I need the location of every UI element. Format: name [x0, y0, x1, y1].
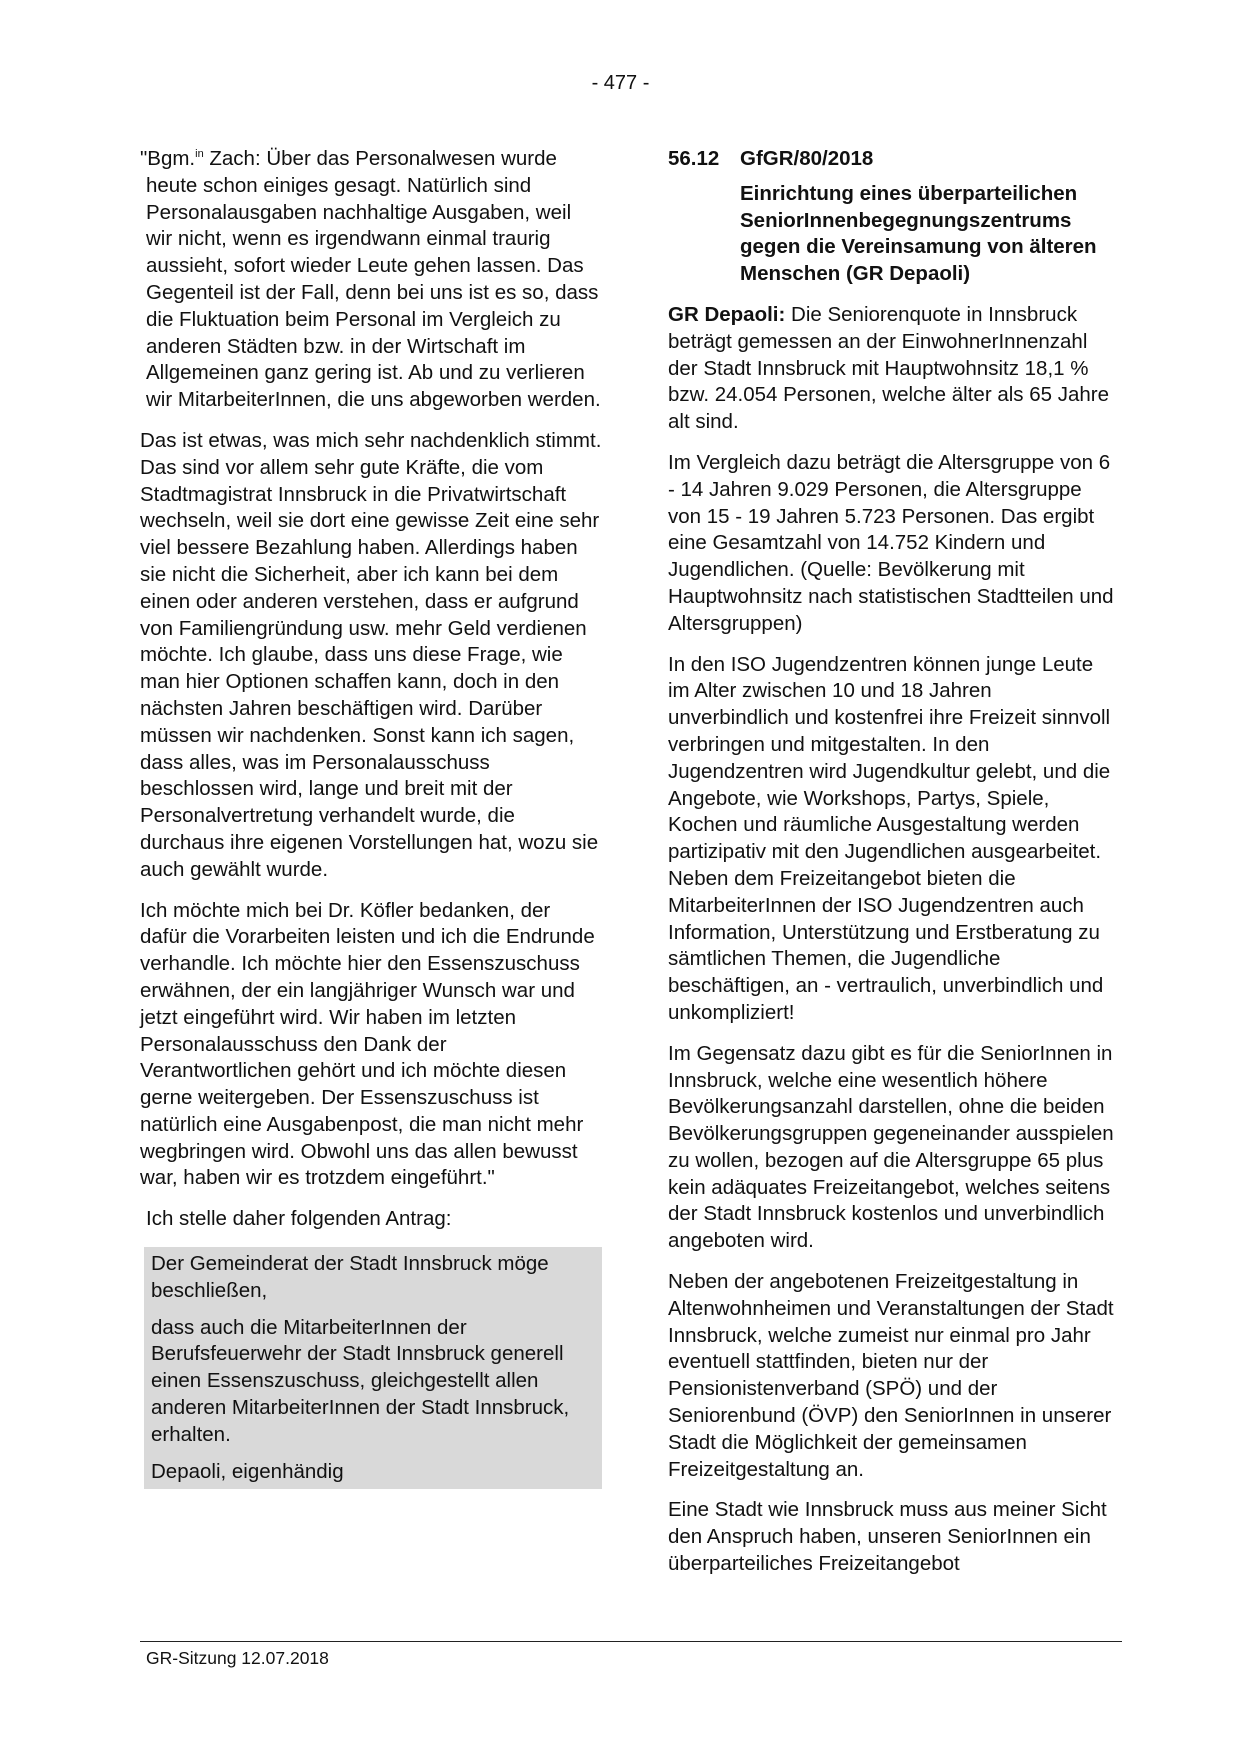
motion-intro: Ich stelle daher folgenden Antrag: — [146, 1207, 452, 1231]
title-superscript: in — [195, 148, 204, 160]
quote-prefix: "Bgm. — [140, 147, 196, 170]
page-number: - 477 - — [591, 72, 650, 94]
quote-rest: Zach: Über das Personalwesen wurde heute schon einiges gesagt. Natürlich sind Personalausgaben nachhaltige Ausgaben, weil wir nicht, wenn es irgendwann einmal traurig aussieht, sofort wieder Leute gehen lassen. Das Gegenteil ist der Fall, denn bei uns ist es so, dass die Fluktuation beim Personal im Vergleich zu anderen Städten bzw. in der Wirtschaft im Allgemeinen ganz gering ist. Ab und zu verlieren wir MitarbeiterInnen, die uns abgeworben werden. — [146, 147, 601, 412]
section-heading — [668, 146, 1118, 173]
speech-paragraph-6: Eine Stadt wie Innsbruck muss aus meiner Sicht den Anspruch haben, unseren SeniorInnen ein überparteiliches Freizeitangebot — [668, 1498, 1107, 1576]
speech-paragraph-1-text: Die Seniorenquote in Innsbruck beträgt gemessen an der EinwohnerInnenzahl der Stadt Innsbruck mit Hauptwohnsitz 18,1 % bzw. 24.054 Personen, welche älter als 65 Jahre alt sind. — [668, 302, 1110, 434]
quote-paragraph-1 — [140, 146, 602, 414]
section-title: Einrichtung eines überparteilichen SeniorInnenbegegnungszentrums gegen die Vereinsamung von älteren Menschen (GR Depaoli) — [740, 181, 1097, 286]
speech-paragraph-2: Im Vergleich dazu beträgt die Altersgruppe von 6 - 14 Jahren 9.029 Personen, die Altersgruppe von 15 - 19 Jahren 5.723 Personen. Das ergibt eine Gesamtzahl von 14.752 Kindern und Jugendlichen. (Quelle: Bevölkerung mit Hauptwohnsitz nach statistischen Stadtteilen und Altersgruppen) — [668, 450, 1114, 635]
motion-line-2: dass auch die MitarbeiterInnen der Berufsfeuerwehr der Stadt Innsbruck generell einen Essenszuschuss, gleichgestellt allen anderen MitarbeiterInnen der Stadt Innsbruck, erhalten. — [151, 1315, 570, 1446]
speaker-name: GR Depaoli: — [668, 302, 786, 326]
right-column — [668, 146, 1118, 1592]
motion-signature: Depaoli, eigenhändig — [151, 1459, 344, 1483]
motion-line-1: Der Gemeinderat der Stadt Innsbruck möge beschließen, — [151, 1252, 549, 1302]
footer-text: GR-Sitzung 12.07.2018 — [146, 1648, 329, 1668]
section-code: GfGR/80/2018 — [740, 147, 874, 170]
footer-divider — [140, 1641, 1122, 1642]
left-column — [140, 146, 602, 1489]
section-number: 56.12 — [668, 147, 720, 170]
quote-paragraph-2: Das ist etwas, was mich sehr nachdenklich stimmt. Das sind vor allem sehr gute Kräfte, die vom Stadtmagistrat Innsbruck in die Privatwirtschaft wechseln, weil sie dort eine gewisse Zeit eine sehr viel bessere Bezahlung haben. Allerdings haben sie nicht die Sicherheit, aber ich kann bei dem einen oder anderen verstehen, dass er aufgrund von Familiengründung usw. mehr Geld verdienen möchte. Ich glaube, dass uns diese Frage, wie man hier Optionen schaffen kann, doch in den nächsten Jahren beschäftigen wird. Darüber müssen wir nachdenken. Sonst kann ich sagen, dass alles, was im Personalausschuss beschlossen wird, lange und breit mit der Personalvertretung verhandelt wurde, die durchaus ihre eigenen Vorstellungen hat, wozu sie auch gewählt wurde. — [140, 428, 602, 881]
quote-paragraph-3: Ich möchte mich bei Dr. Köfler bedanken, der dafür die Vorarbeiten leisten und ich die Endrunde verhandle. Ich möchte hier den Essenszuschuss erwähnen, der ein langjähriger Wunsch war und jetzt eingeführt wird. Wir haben im letzten Personalausschuss den Dank der Verantwortlichen gehört und ich möchte diesen gerne weitergeben. Der Essenszuschuss ist natürlich eine Ausgabenpost, die man nicht mehr wegbringen wird. Obwohl uns das allen bewusst war, haben wir es trotzdem eingeführt." — [140, 898, 595, 1190]
motion-box — [144, 1247, 602, 1489]
speech-paragraph-5: Neben der angebotenen Freizeitgestaltung in Altenwohnheimen und Veranstaltungen der Stadt Innsbruck, welche zumeist nur einmal pro Jahr eventuell stattfinden, bieten nur der Pensionistenverband (SPÖ) und der Seniorenbund (ÖVP) den SeniorInnen in unserer Stadt die Möglichkeit der gemeinsamen Freizeitgestaltung an. — [668, 1270, 1114, 1481]
speech-paragraph-3: In den ISO Jugendzentren können junge Leute im Alter zwischen 10 und 18 Jahren unverbindlich und kostenfrei ihre Freizeit sinnvoll verbringen und mitgestalten. In den Jugendzentren wird Jugendkultur gelebt, und die Angebote, wie Workshops, Partys, Spiele, Kochen und räumliche Ausgestaltung werden partizipativ mit den Jugendlichen ausgearbeitet. Neben dem Freizeitangebot bieten die MitarbeiterInnen der ISO Jugendzentren auch Information, Unterstützung und Erstberatung zu sämtlichen Themen, die Jugendliche beschäftigen, an - vertraulich, unverbindlich und unkompliziert! — [668, 652, 1111, 1024]
speech-paragraph-1 — [668, 302, 1118, 436]
speech-paragraph-4: Im Gegensatz dazu gibt es für die SeniorInnen in Innsbruck, welche eine wesentlich höhere Bevölkerungsanzahl darstellen, ohne die beiden Bevölkerungsgruppen gegeneinander ausspielen zu wollen, bezogen auf die Altersgruppe 65 plus kein adäquates Freizeitangebot, welches seitens der Stadt Innsbruck kostenlos und unverbindlich angeboten wird. — [668, 1041, 1114, 1253]
